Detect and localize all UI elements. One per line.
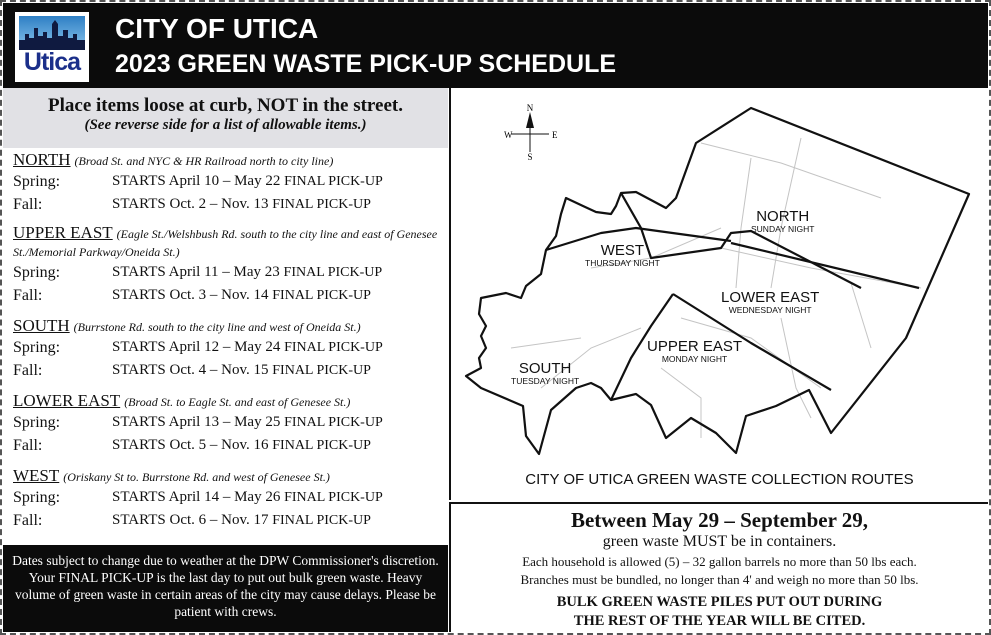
season-label: Spring:	[13, 489, 61, 506]
intro-note: (See reverse side for a list of allowable items.)	[84, 117, 367, 133]
warning-line: THE REST OF THE YEAR WILL BE CITED.	[573, 613, 866, 629]
region-night: MONDAY NIGHT	[661, 354, 728, 364]
zone-heading	[13, 317, 443, 336]
fall-row	[13, 359, 443, 382]
date-range	[112, 287, 371, 304]
utica-logo	[15, 12, 89, 82]
header-banner	[3, 3, 988, 88]
fall-row	[13, 193, 443, 216]
rules-warning	[451, 589, 988, 631]
date-range	[112, 264, 382, 281]
date-range	[112, 173, 383, 190]
dates-text: STARTS Oct. 2 – Nov. 13	[112, 196, 269, 212]
map-caption: CITY OF UTICA GREEN WASTE COLLECTION ROUTES	[525, 471, 914, 488]
season-label: Spring:	[13, 264, 61, 281]
map-panel	[449, 88, 988, 500]
logo-text: Utica	[23, 48, 81, 76]
region-night: SUNDAY NIGHT	[751, 224, 815, 234]
zone-south	[13, 317, 443, 382]
final-pickup-label: FINAL PICK-UP	[272, 438, 371, 453]
zone-heading	[13, 467, 443, 486]
final-pickup-label: FINAL PICK-UP	[272, 197, 371, 212]
zone-lower-east	[13, 392, 443, 457]
zone-heading	[13, 151, 443, 170]
final-pickup-label: FINAL PICK-UP	[283, 265, 383, 280]
intro-box	[3, 88, 448, 148]
zone-north	[13, 151, 443, 216]
dates-text: STARTS April 12 – May 24	[112, 339, 281, 355]
zone-name: SOUTH	[13, 316, 70, 335]
zone-name: NORTH	[13, 150, 71, 169]
final-pickup-label: FINAL PICK-UP	[284, 340, 383, 355]
date-range	[112, 362, 371, 379]
date-range	[112, 512, 371, 529]
final-pickup-label: FINAL PICK-UP	[272, 363, 371, 378]
date-range	[112, 414, 383, 431]
zone-description: (Eagle St./Welshbush Rd. south to the city line and east of Genesee St./Memorial Parkway/Oneida St.)	[13, 227, 438, 259]
map-label-lower-east	[721, 290, 819, 315]
dates-text: STARTS April 10 – May 22	[112, 173, 281, 189]
dates-text: STARTS April 14 – May 26	[112, 489, 281, 505]
compass-w: W	[504, 130, 513, 140]
container-rules	[449, 502, 988, 632]
dates-text: STARTS April 11 – May 23	[112, 264, 280, 280]
date-range	[112, 437, 371, 454]
date-range	[112, 196, 371, 213]
zone-heading	[13, 224, 443, 261]
spring-row	[13, 261, 443, 284]
page-subtitle: 2023 GREEN WASTE PICK-UP SCHEDULE	[115, 50, 617, 78]
zone-name: WEST	[13, 466, 60, 485]
skyline-icon	[19, 16, 85, 50]
zone-heading	[13, 392, 443, 411]
map-label-upper-east	[647, 339, 742, 364]
final-pickup-label: FINAL PICK-UP	[272, 288, 371, 303]
final-pickup-label: FINAL PICK-UP	[284, 490, 383, 505]
dates-text: STARTS Oct. 6 – Nov. 17	[112, 512, 269, 528]
compass-e: E	[552, 130, 558, 140]
dates-text: STARTS Oct. 4 – Nov. 15	[112, 362, 269, 378]
rules-line: green waste MUST be in containers.	[602, 533, 837, 550]
season-label: Spring:	[13, 414, 61, 431]
final-pickup-label: FINAL PICK-UP	[284, 174, 383, 189]
season-label: Spring:	[13, 339, 61, 356]
spring-row	[13, 336, 443, 359]
notice-box: Dates subject to change due to weather at the DPW Commissioner's discretion. Your FINAL PICK-UP is the last day to put out bulk green waste. Heavy volume of green waste in certain areas of the city may cause delays. Please be patient with crews.	[3, 545, 448, 632]
region-name: LOWER EAST	[721, 289, 820, 306]
zone-name: LOWER EAST	[13, 391, 121, 410]
zone-description: (Burrstone Rd. south to the city line and west of Oneida St.)	[73, 320, 361, 334]
region-night: WEDNESDAY NIGHT	[728, 305, 812, 315]
compass-n: N	[526, 103, 534, 113]
page-title: CITY OF UTICA	[115, 13, 319, 44]
date-range	[112, 489, 383, 506]
season-label: Fall:	[13, 437, 43, 454]
spring-row	[13, 411, 443, 434]
season-label: Fall:	[13, 512, 43, 529]
map-label-south	[511, 361, 579, 386]
final-pickup-label: FINAL PICK-UP	[284, 415, 383, 430]
region-name: NORTH	[756, 208, 810, 225]
zone-upper-east	[13, 224, 443, 307]
season-label: Fall:	[13, 287, 43, 304]
rules-barrels: Each household is allowed (5) – 32 gallon barrels no more than 50 lbs each.	[522, 554, 917, 569]
fall-row	[13, 434, 443, 457]
region-name: WEST	[600, 242, 645, 259]
dates-text: STARTS April 13 – May 25	[112, 414, 281, 430]
region-night: THURSDAY NIGHT	[585, 258, 660, 268]
season-label: Fall:	[13, 362, 43, 379]
zone-west	[13, 467, 443, 532]
zone-name: UPPER EAST	[13, 223, 113, 242]
zone-description: (Broad St. and NYC & HR Railroad north to city line)	[74, 154, 334, 168]
spring-row	[13, 170, 443, 193]
final-pickup-label: FINAL PICK-UP	[272, 513, 371, 528]
warning-line: BULK GREEN WASTE PILES PUT OUT DURING	[556, 594, 883, 610]
map-label-west	[585, 243, 660, 268]
rules-branches: Branches must be bundled, no longer than 4' and weigh no more than 50 lbs.	[520, 572, 919, 587]
fall-row	[13, 509, 443, 532]
fall-row	[13, 284, 443, 307]
region-name: SOUTH	[518, 360, 572, 377]
dates-text: STARTS Oct. 3 – Nov. 14	[112, 287, 269, 303]
region-name: UPPER EAST	[647, 338, 743, 355]
region-night: TUESDAY NIGHT	[511, 376, 580, 386]
schedule-panel	[3, 88, 448, 545]
intro-line: Place items loose at curb, NOT in the street.	[48, 95, 403, 116]
season-label: Fall:	[13, 196, 43, 213]
map-label-north	[751, 209, 814, 234]
season-label: Spring:	[13, 173, 61, 190]
date-range	[112, 339, 383, 356]
compass-icon	[504, 103, 558, 162]
zone-description: (Broad St. to Eagle St. and east of Genesee St.)	[124, 395, 351, 409]
dates-text: STARTS Oct. 5 – Nov. 16	[112, 437, 269, 453]
spring-row	[13, 486, 443, 509]
compass-s: S	[527, 152, 533, 162]
rules-headline: Between May 29 – September 29,	[570, 508, 869, 532]
zone-description: (Oriskany St to. Burrstone Rd. and west of Genesee St.)	[63, 470, 330, 484]
